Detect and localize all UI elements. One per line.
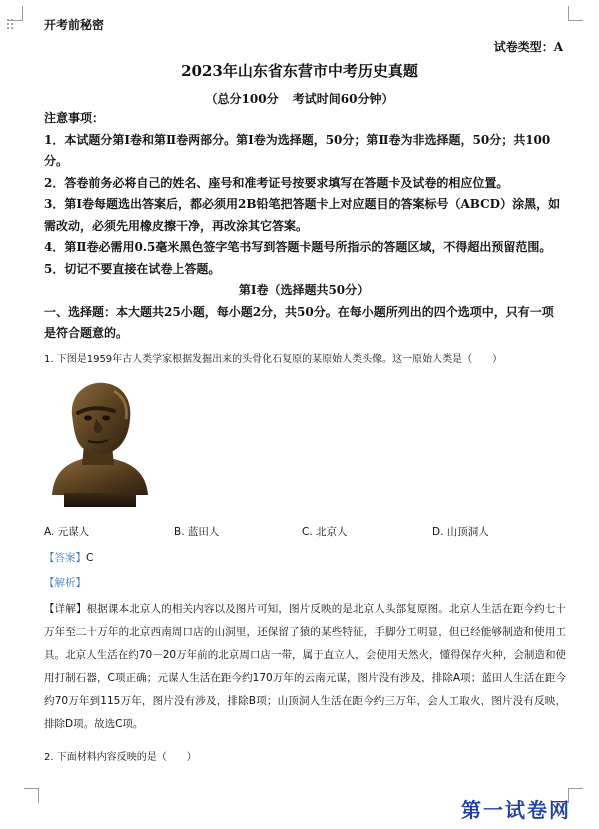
detail-label: 【详解】 <box>44 603 87 615</box>
answer-line <box>44 550 93 565</box>
detail-explanation <box>44 598 566 736</box>
section-intro: 一、选择题：本大题共25小题，每小题2分，共50分。在每小题所列出的四个选项中，只有一项是符合题意的。 <box>44 304 554 340</box>
instruction-item: 4．第Ⅱ卷必需用0.5毫米黑色签字笔书写到答题卡题号所指示的答题区域，不得超出预留范围。 <box>44 240 552 254</box>
detail-text: 根据课本北京人的相关内容以及图片可知，图片反映的是北京人头部复原图。北京人生活在距今约七十万年至二十万年的北京西南周口店的山洞里，还保留了猿的某些特征，手脚分工明显，但已经能够制造和使用工具。北京人生活在约70－20万年前的北京周口店一带，属于直立人，会使用天然火，懂得保存火种，会制造和使用打制石器，C项正确；元谋人生活在距今约170万年的云南元谋，图片没有涉及，排除A项；蓝田人生活在距今约70万年到115万年，图片没有涉及，排除B项；山顶洞人生活在距今约三万年，会人工取火，图片没有反映，排除D项。故选C项。 <box>44 603 566 730</box>
early-human-bust-sculpture-icon <box>44 375 154 510</box>
crop-mark-top-right <box>568 6 583 21</box>
option-c[interactable]: C. 北京人 <box>302 526 348 538</box>
option-b[interactable]: B. 蓝田人 <box>174 526 220 538</box>
instruction-item: 5．切记不要直接在试卷上答题。 <box>44 261 221 276</box>
exam-subtitle: （总分100分 考试时间60分钟） <box>205 92 394 106</box>
instruction-item: 2．答卷前务必将自己的姓名、座号和准考证号按要求填写在答题卡及试卷的相应位置。 <box>44 175 509 190</box>
paper-type-label: 试卷类型：A <box>493 40 563 54</box>
instruction-item: 1．本试题分第Ⅰ卷和第Ⅱ卷两部分。第Ⅰ卷为选择题，50分；第Ⅱ卷为非选择题，50分；共100分。 <box>44 132 551 168</box>
analysis-label: 【解析】 <box>44 577 86 589</box>
confidential-label: 开考前秘密 <box>44 18 105 32</box>
instructions-block <box>44 108 564 345</box>
section-title: 第Ⅰ卷（选择题共50分） <box>238 283 370 297</box>
drag-handle-icon <box>6 18 14 30</box>
question-1-stem: 1. 下图是1959年古人类学家根据发掘出来的头骨化石复原的某原始人类头像。这一原始人类是（ ） <box>44 354 503 365</box>
exam-title: 2023年山东省东营市中考历史真题 <box>181 62 418 80</box>
question-2-stem: 2. 下面材料内容反映的是（ ） <box>44 752 197 763</box>
crop-mark-bottom-left <box>24 788 39 803</box>
answer-value: C <box>86 552 94 564</box>
analysis-line <box>44 575 86 590</box>
answer-label: 【答案】 <box>44 552 86 564</box>
site-watermark-logo: 第一试卷网 <box>461 798 571 822</box>
option-d[interactable]: D. 山顶洞人 <box>432 526 489 538</box>
instruction-item: 3．第Ⅰ卷每题选出答案后，都必须用2B铅笔把答题卡上对应题目的答案标号（ABCD）涂黑，如需改动，必须先用橡皮擦干净，再改涂其它答案。 <box>44 197 561 233</box>
instructions-heading: 注意事项： <box>44 111 105 125</box>
option-a[interactable]: A. 元谋人 <box>44 526 90 538</box>
